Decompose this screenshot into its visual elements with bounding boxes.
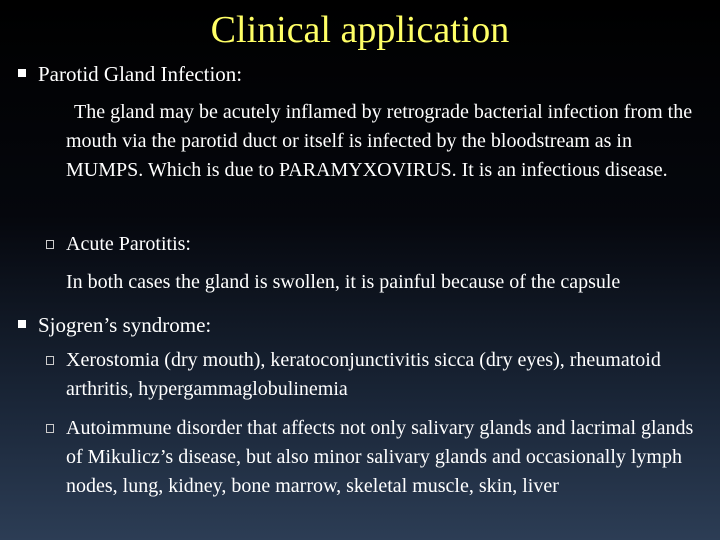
sjogren-heading-bullet [18, 311, 211, 339]
acute-parotitis-paragraph: In both cases the gland is swollen, it is painful because of the capsule [66, 271, 621, 293]
parotid-heading: Parotid Gland Infection: [38, 62, 243, 86]
hollow-square-bullet-icon [46, 356, 54, 365]
parotid-heading-bullet [18, 60, 242, 88]
sjogren-item-1 [46, 346, 706, 404]
slide-title: Clinical application [210, 9, 510, 51]
acute-parotitis-heading: Acute Parotitis: [66, 233, 191, 255]
hollow-square-bullet-icon [46, 240, 54, 249]
sjogren-item-2 [46, 414, 706, 501]
sjogren-heading: Sjogren’s syndrome: [38, 313, 212, 337]
square-bullet-icon [18, 320, 26, 328]
acute-parotitis-bullet [46, 230, 706, 259]
sjogren-item-text: Xerostomia (dry mouth), keratoconjunctivitis sicca (dry eyes), rheumatoid arthritis, hypergammaglobulinemia [66, 349, 661, 400]
sjogren-item-text: Autoimmune disorder that affects not only salivary glands and lacrimal glands of Mikulicz’s disease, but also minor salivary glands and occasionally lymph nodes, lung, kidney, bone marrow, skeletal muscle, skin, liver [66, 417, 694, 497]
square-bullet-icon [18, 69, 26, 77]
hollow-square-bullet-icon [46, 424, 54, 433]
parotid-paragraph: The gland may be acutely inflamed by retrograde bacterial infection from the mouth via the parotid duct or itself is infected by the bloodstream as in MUMPS. Which is due to PARAMYXOVIRUS. It is an infectious disease. [66, 101, 693, 181]
